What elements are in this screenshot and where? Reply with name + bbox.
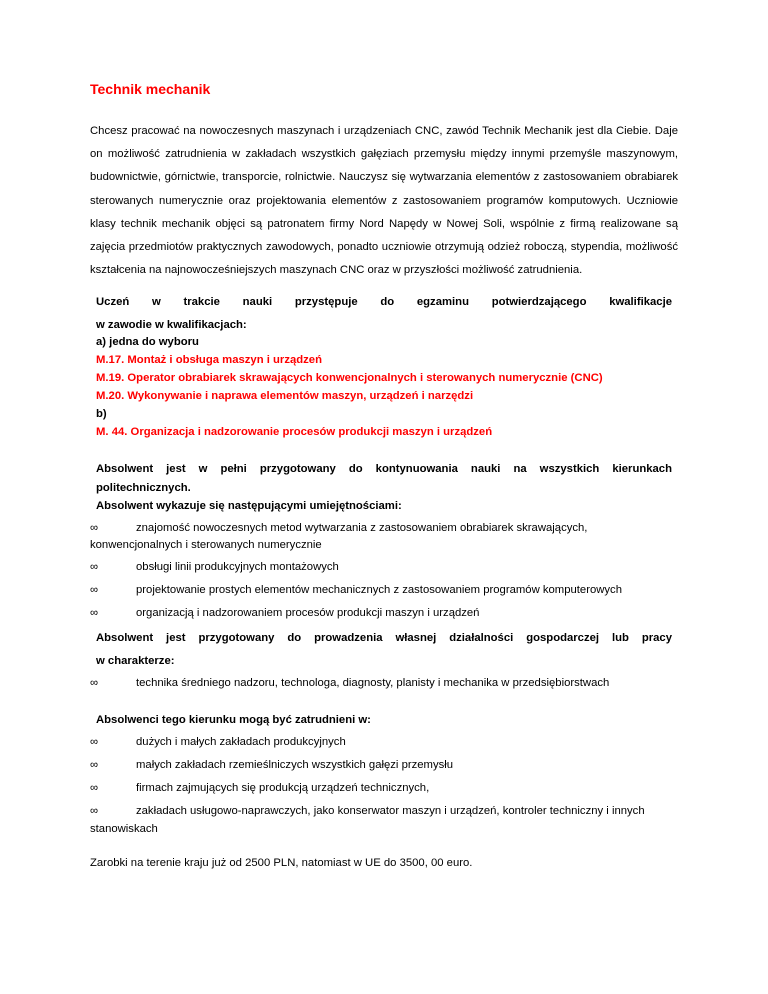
skills-heading: Absolwent wykazuje się następującymi umiejętnościami: bbox=[96, 500, 402, 512]
graduate-line: Absolwent jest w pełni przygotowany do kontynuowania nauki na wszystkich kierunkach bbox=[96, 463, 672, 475]
bullet-infinity-icon: ∞ bbox=[90, 736, 99, 748]
employment-heading: Absolwenci tego kierunku mogą być zatrudnieni w: bbox=[96, 714, 371, 726]
salary-note: Zarobki na terenie kraju już od 2500 PLN, natomiast w UE do 3500, 00 euro. bbox=[90, 857, 473, 870]
bullet-infinity-icon: ∞ bbox=[90, 805, 99, 817]
skill-item: obsługi linii produkcyjnych montażowych bbox=[136, 561, 339, 573]
exam-intro-line: Uczeń w trakcie nauki przystępuje do egzaminu potwierdzającego kwalifikacje bbox=[96, 296, 672, 308]
employment-item: firmach zajmujących się produkcją urządzeń technicznych, bbox=[136, 782, 430, 794]
bullet-infinity-icon: ∞ bbox=[90, 561, 99, 573]
employment-item: zakładach usługowo-naprawczych, jako konserwator maszyn i urządzeń, kontroler techniczny i innych bbox=[136, 805, 645, 817]
employment-item-cont: stanowiskach bbox=[90, 823, 158, 835]
exam-intro-line-cont: w zawodie w kwalifikacjach: bbox=[96, 319, 247, 331]
qualification-m17: M.17. Montaż i obsługa maszyn i urządzeń bbox=[96, 354, 322, 366]
qualification-m44: M. 44. Organizacja i nadzorowanie procesów produkcji maszyn i urządzeń bbox=[96, 426, 493, 438]
skill-item: organizacją i nadzorowaniem procesów produkcji maszyn i urządzeń bbox=[136, 607, 480, 619]
page-title: Technik mechanik bbox=[90, 81, 211, 97]
bullet-infinity-icon: ∞ bbox=[90, 759, 99, 771]
bullet-infinity-icon: ∞ bbox=[90, 782, 99, 794]
bullet-infinity-icon: ∞ bbox=[90, 522, 99, 534]
business-line: Absolwent jest przygotowany do prowadzenia własnej działalności gospodarczej lub pracy bbox=[96, 632, 672, 644]
employment-item: dużych i małych zakładach produkcyjnych bbox=[136, 736, 346, 748]
skill-item: projektowanie prostych elementów mechanicznych z zastosowaniem programów komputerowych bbox=[136, 584, 622, 596]
qualification-m20: M.20. Wykonywanie i naprawa elementów maszyn, urządzeń i narzędzi bbox=[96, 390, 474, 402]
bullet-infinity-icon: ∞ bbox=[90, 677, 99, 689]
employment-item: małych zakładach rzemieślniczych wszystkich gałęzi przemysłu bbox=[136, 759, 454, 771]
business-item: technika średniego nadzoru, technologa, diagnosty, planisty i mechanika w przedsiębiorstwach bbox=[136, 677, 610, 689]
bullet-infinity-icon: ∞ bbox=[90, 607, 99, 619]
skill-item-cont: konwencjonalnych i sterowanych numerycznie bbox=[90, 539, 322, 551]
skill-item: znajomość nowoczesnych metod wytwarzania z zastosowaniem obrabiarek skrawających, bbox=[136, 522, 588, 534]
option-a-label: a) jedna do wyboru bbox=[96, 336, 199, 348]
bullet-infinity-icon: ∞ bbox=[90, 584, 99, 596]
business-line-cont: w charakterze: bbox=[96, 655, 175, 667]
qualification-m19: M.19. Operator obrabiarek skrawających konwencjonalnych i sterowanych numerycznie (CNC) bbox=[96, 372, 603, 384]
option-b-label: b) bbox=[96, 408, 107, 420]
intro-paragraph: Chcesz pracować na nowoczesnych maszynach i urządzeniach CNC, zawód Technik Mechanik jest dla Ciebie. Daje on możliwość zatrudnienia w zakładach wszystkich gałęziach przemysłu między innymi przemyśle maszynowym, budownictwie, górnictwie, transporcie, rolnictwie. Nauczysz się wytwarzania elementów z zastosowaniem obrabiarek sterowanych numerycznie oraz projektowania elementów z zastosowaniem programów komputowych. Uczniowie klasy technik mechanik objęci są patronatem firmy Nord Napędy w Nowej Soli, wspólnie z firmą realizowane są zajęcia przedmiotów praktycznych zawodowych, ponadto uczniowie otrzymują odzież roboczą, stypendia, możliwość kształcenia na najnowocześniejszych maszynach CNC oraz w przyszłości możliwość zatrudnienia. bbox=[90, 125, 678, 277]
graduate-line-cont: politechnicznych. bbox=[96, 482, 191, 494]
